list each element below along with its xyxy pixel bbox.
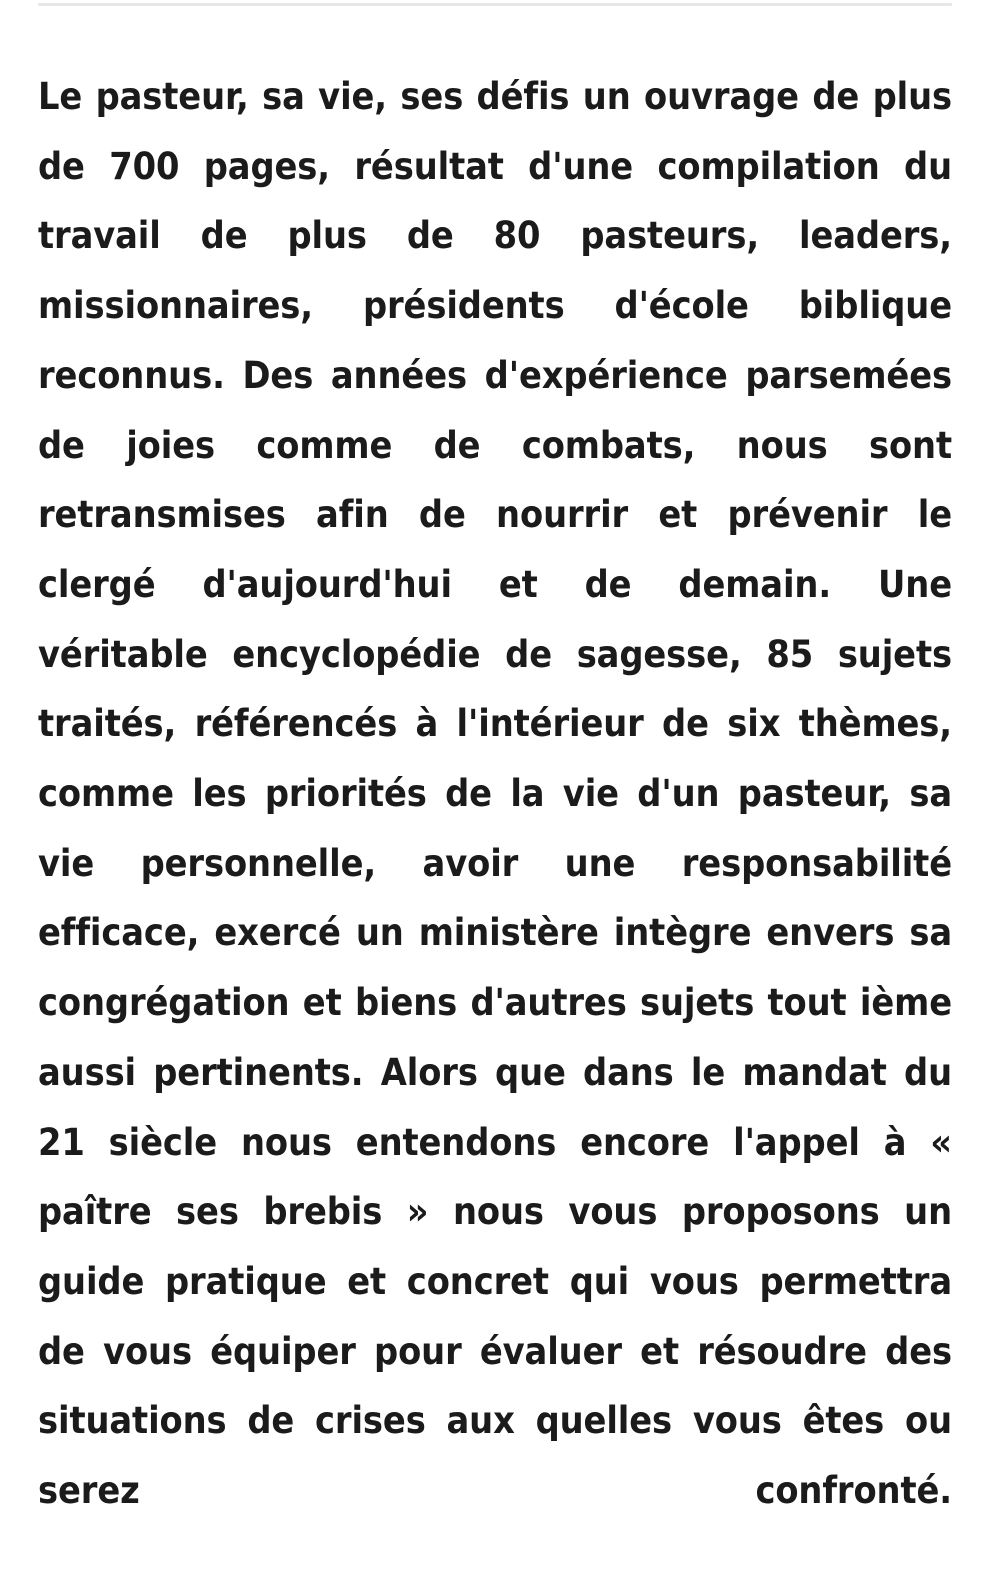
- text-column: [38, 62, 952, 1595]
- book-description-paragraph: Le pasteur, sa vie, ses défis un ouvrage de plus de 700 pages, résultat d'une compilation du travail de plus de 80 pasteurs, leaders, missionnaires, présidents d'école biblique reconnus. Des années d'expérience parsemées de joies comme de combats, nous sont retransmises afin de nourrir et prévenir le clergé d'aujourd'hui et de demain. Une véritable encyclopédie de sagesse, 85 sujets traités, référencés à l'intérieur de six thèmes, comme les priorités de la vie d'un pasteur, sa vie personnelle, avoir une responsabilité efficace, exercé un ministère intègre envers sa congrégation et biens d'autres sujets tout ième aussi pertinents. Alors que dans le mandat du 21 siècle nous entendons encore l'appel à « paître ses brebis » nous vous proposons un guide pratique et concret qui vous permettra de vous équiper pour évaluer et résoudre des situations de crises aux quelles vous êtes ou serez confronté.: [38, 74, 952, 1513]
- top-divider: [38, 3, 952, 6]
